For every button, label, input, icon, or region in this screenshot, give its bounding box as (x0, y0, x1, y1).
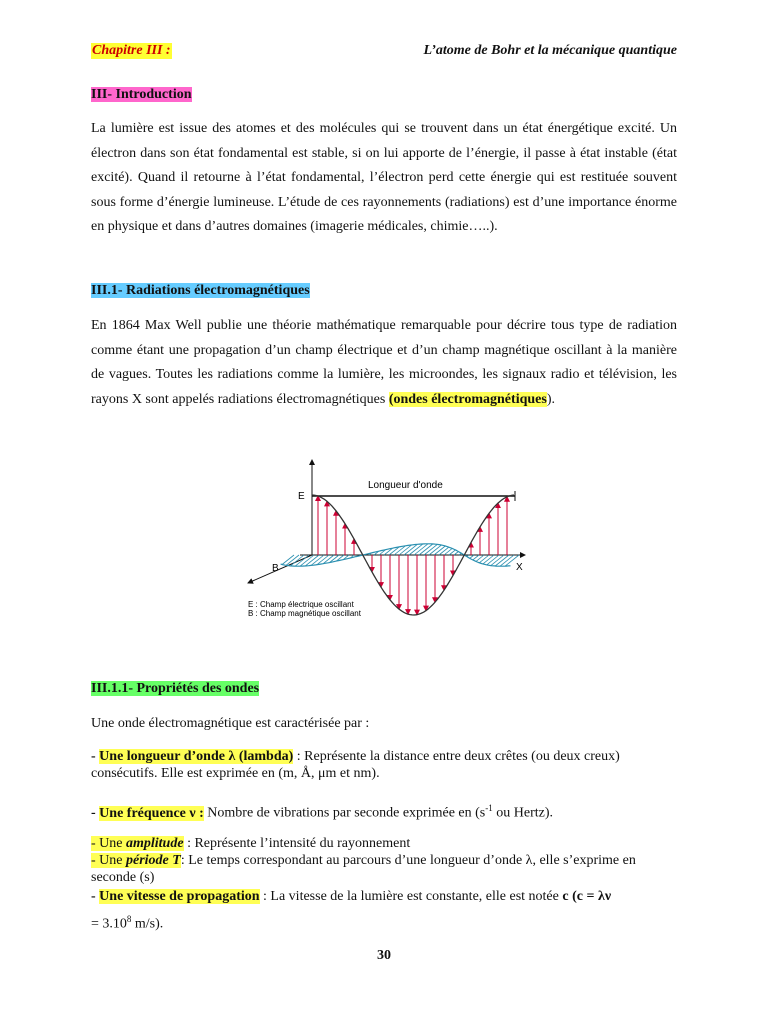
section-radiations-title: III.1- Radiations électromagnétiques (91, 283, 310, 298)
axis-e-label: E (298, 491, 305, 502)
page-number: 30 (377, 948, 391, 963)
property-period: - Une période T: Le temps correspondant au parcours d’une longueur d’onde λ, elle s’exprime en seconde (s) (91, 853, 636, 885)
wavelength-label: Longueur d'onde (368, 480, 443, 491)
label-wavelength: Une longueur d’onde λ (lambda) (99, 749, 294, 764)
label-frequency: Une fréquence ν : (99, 805, 204, 821)
magnetic-hatch-line (473, 555, 479, 560)
section-intro-title: III- Introduction (91, 87, 192, 102)
magnetic-hatch-line (444, 548, 452, 555)
magnetic-hatch-line (483, 555, 494, 564)
b-axis (248, 555, 312, 583)
intro-paragraph: La lumière est issue des atomes et des molécules qui se trouvent dans un état énergétique excité. Un électron dans son état fondamental est stable, si on lui apporte de l’énergie, il passe à état instable (état excité). Quand il retourne à l’état fondamental, l’électron perd cette énergie qui est restituée souvent sous forme d’énergie lumineuse. L’étude de ces rayonnements (radiations) est d’une importance énorme en physique et dans d’autres domaines (imagerie médicales, chimie…..). (91, 121, 677, 234)
em-wave-diagram (240, 455, 540, 635)
highlight-em-waves: (ondes électromagnétiques (388, 391, 547, 407)
label-speed: Une vitesse de propagation (99, 889, 260, 904)
label-amplitude: amplitude (126, 836, 184, 851)
property-wavelength: - Une longueur d’onde λ (lambda) : Représente la distance entre deux crêtes (ou deux creux) consécutifs. Elle est exprimée en (m, Å, μm et nm). (91, 749, 620, 781)
legend-electric: E : Champ électrique oscillant (248, 600, 354, 609)
property-frequency: - Une fréquence ν : Nombre de vibrations par seconde exprimée en ($s^{-1}$ ou Hertz). (91, 803, 554, 821)
axis-x-label: X (516, 562, 523, 573)
section-properties-title: III.1.1- Propriétés des ondes (91, 681, 260, 696)
radiations-paragraph: En 1864 Max Well publie une théorie mathématique remarquable pour décrire tous type de radiation comme étant une propagation d’un champ électrique et d’un champ magnétique oscillant à la manière de vagues. Toutes les radiations comme la lumière, les microondes, les signaux radio et télévision, les rayons X sont appelés radiations électromagnétiques (ondes électromagnétiques). (91, 318, 677, 407)
magnetic-hatch-line (434, 546, 445, 555)
property-amplitude: - Une amplitude : Représente l’intensité du rayonnement (91, 836, 411, 851)
properties-intro: Une onde électromagnétique est caractérisée par : (91, 716, 370, 731)
legend-magnetic: B : Champ magnétique oscillant (248, 609, 361, 618)
axis-b-label: B (272, 563, 279, 574)
magnetic-hatch-line (454, 552, 458, 556)
magnetic-hatch-line (479, 555, 489, 563)
magnetic-hatch-line (282, 555, 294, 565)
header-title: L’atome de Bohr et la mécanique quantique (423, 43, 677, 58)
magnetic-hatch-line (487, 555, 499, 565)
page-header (91, 43, 677, 63)
label-period: période T (126, 853, 181, 868)
chapter-label: Chapitre III : (92, 43, 171, 58)
property-speed: - Une vitesse de propagation : La vitesse de la lumière est constante, elle est notée c (c = λν = $3.10^8$ m/s). (91, 889, 612, 932)
magnetic-hatch-line (439, 547, 449, 555)
